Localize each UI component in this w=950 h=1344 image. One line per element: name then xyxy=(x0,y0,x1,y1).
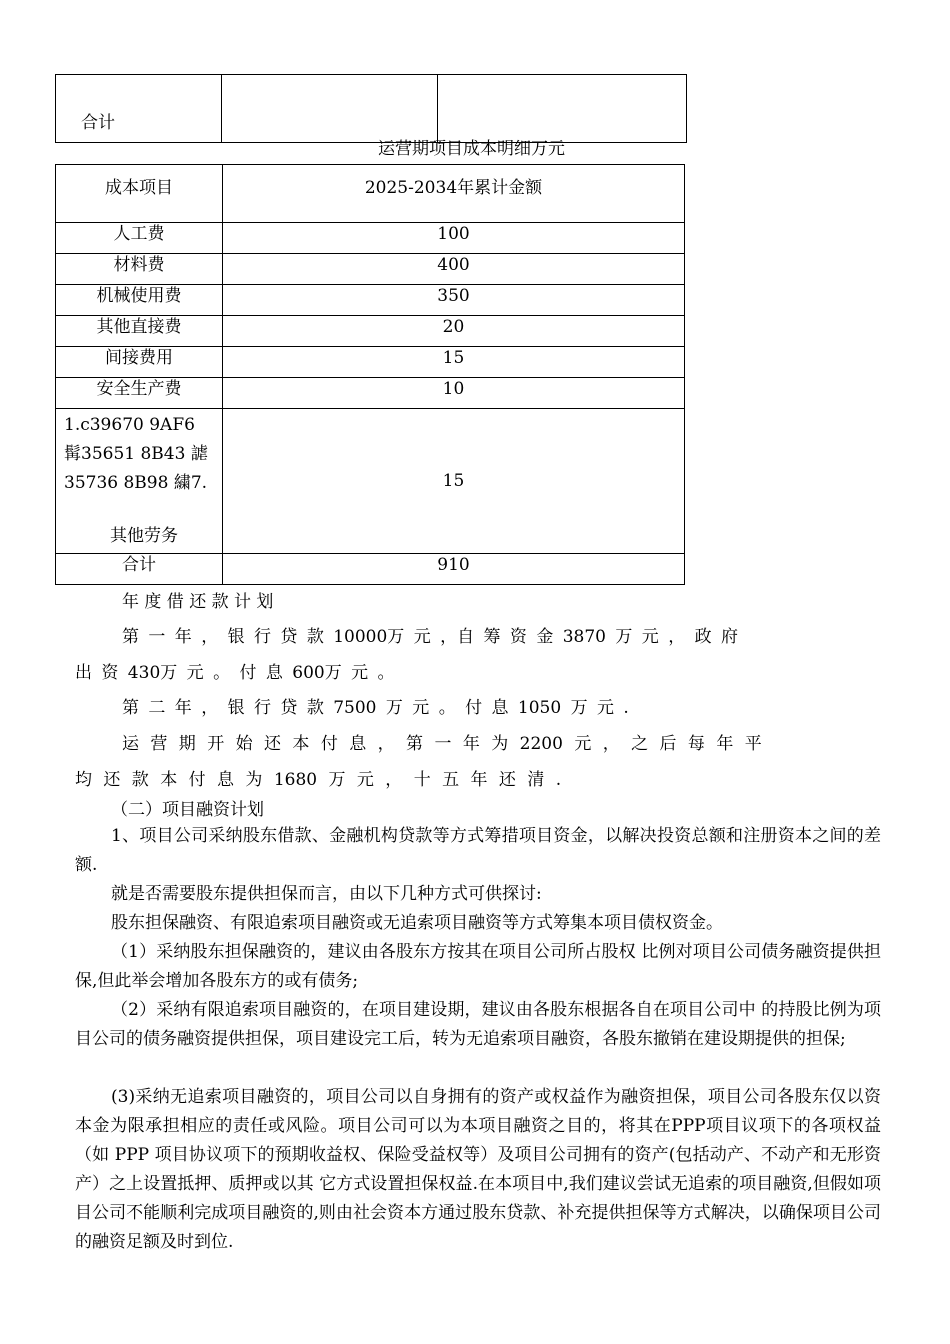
loan-plan-title: 年 度 借 还 款 计 划 xyxy=(122,592,274,612)
table-row xyxy=(56,285,685,316)
loan-plan-operation-line1: 运 营 期 开 始 还 本 付 息 ， 第 一 年 为 2200 元 ， 之 后 每 年 平 xyxy=(122,734,762,754)
total-amount: 910 xyxy=(223,554,685,585)
column-header xyxy=(56,165,223,223)
paragraph: 股东担保融资、有限追索项目融资或无追索项目融资等方式筹集本项目债权资金。 xyxy=(111,913,723,933)
table-header-row xyxy=(56,165,685,223)
loan-plan-year1-line2: 出 资 430万 元 。 付 息 600万 元 。 xyxy=(75,663,395,683)
summary-table-fragment xyxy=(55,74,687,143)
column-header-text: 2025-2034年累计金额 xyxy=(364,177,543,198)
cost-item: 其他直接费 xyxy=(56,316,223,347)
paragraph: 就是否需要股东提供担保而言，由以下几种方式可供探讨: xyxy=(111,884,542,904)
cost-item: 间接费用 xyxy=(56,347,223,378)
table-row xyxy=(56,254,685,285)
loan-plan-year2: 第 二 年 ， 银 行 贷 款 7500 万 元 。 付 息 1050 万 元 . xyxy=(122,698,629,718)
cost-amount: 10 xyxy=(223,378,685,409)
total-label: 合计 xyxy=(56,554,223,585)
cost-item: 材料费 xyxy=(56,254,223,285)
cost-amount: 15 xyxy=(223,347,685,378)
column-header-text: 成本项目 xyxy=(105,177,173,198)
table-row xyxy=(56,223,685,254)
table-total-row xyxy=(56,554,685,585)
cost-item-multiline xyxy=(56,409,223,554)
garbled-text-line: 35736 8B98 繍7. xyxy=(64,473,208,493)
paragraph: （2）采纳有限追索项目融资的，在项目建设期，建议由各股东根据各自在项目公司中 的持股比例为项目公司的债务融资提供担保，项目建设完工后，转为无追索项目融资，各股东撤销在建设期提供的担保; xyxy=(75,1000,881,1049)
section-heading: （二）项目融资计划 xyxy=(111,800,264,820)
total-label-cell: 合计 xyxy=(56,75,222,143)
loan-plan-operation-line2: 均 还 款 本 付 息 为 1680 万 元 ， 十 五 年 还 清 . xyxy=(75,770,562,790)
paragraph: （1）采纳股东担保融资的，建议由各股东方按其在项目公司所占股权 比例对项目公司债务融资提供担保,但此举会增加各股东方的或有债务; xyxy=(75,942,881,991)
cost-item: 机械使用费 xyxy=(56,285,223,316)
cost-amount: 15 xyxy=(223,409,685,554)
cost-amount: 20 xyxy=(223,316,685,347)
table-row xyxy=(56,347,685,378)
garbled-text-line: 1.c39670 9AF6 xyxy=(64,415,195,435)
operation-cost-table xyxy=(55,164,685,585)
garbled-text-line: 髯35651 8B43 謔 xyxy=(64,444,208,464)
cost-amount: 350 xyxy=(223,285,685,316)
cost-item: 其他劳务 xyxy=(110,526,178,546)
cost-item: 安全生产费 xyxy=(56,378,223,409)
empty-cell xyxy=(222,75,438,143)
table-row xyxy=(56,75,687,143)
table-row xyxy=(56,316,685,347)
table-caption: 运营期项目成本明细万元 xyxy=(378,139,565,159)
table-row xyxy=(56,409,685,554)
cost-item: 人工费 xyxy=(56,223,223,254)
column-header xyxy=(223,165,685,223)
table-row xyxy=(56,378,685,409)
paragraph: (3)采纳无追索项目融资的，项目公司以自身拥有的资产或权益作为融资担保，项目公司各股东仅以资本金为限承担相应的责任或风险。项目公司可以为本项目融资之目的，将其在PPP项目议项下的各项权益（如 PPP 项目协议项下的预期收益权、保险受益权等）及项目公司拥有的资产(包括动产、不动产和无形资产）之上设置抵押、质押或以其 它方式设置担保权益.在本项目中,我们建议尝试无追索的项目融资,但假如项目公司不能顺利完成项目融资的,则由社会资本方通过股东贷款、补充提供担保等方式解决，以确保项目公司的融资足额及时到位. xyxy=(75,1087,881,1252)
cost-amount: 100 xyxy=(223,223,685,254)
loan-plan-year1-line1: 第 一 年 ， 银 行 贷 款 10000万 元 ，自 筹 资 金 3870 万 元 ， 政 府 xyxy=(122,627,739,647)
paragraph: 1、项目公司采纳股东借款、金融机构贷款等方式筹措项目资金，以解决投资总额和注册资本之间的差额. xyxy=(75,826,881,875)
cost-amount: 400 xyxy=(223,254,685,285)
empty-cell xyxy=(438,75,687,143)
